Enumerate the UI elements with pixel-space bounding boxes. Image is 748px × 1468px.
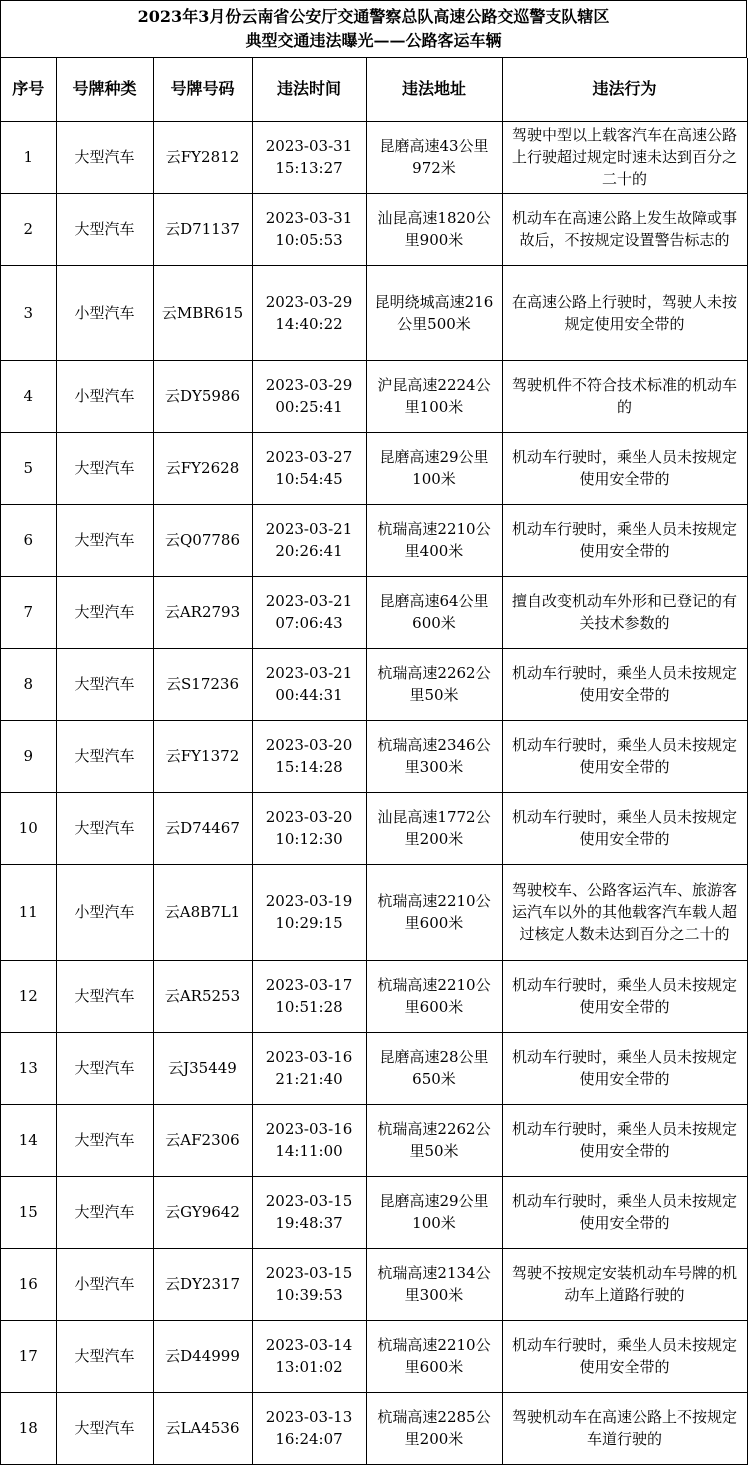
table-row <box>1 193 747 265</box>
violation-date: 2023-03-16 <box>265 1120 353 1138</box>
cell-violation-act: 驾驶机动车在高速公路上不按规定车道行驶的 <box>502 1392 747 1464</box>
violation-clock: 14:11:00 <box>275 1142 343 1160</box>
cell-violation-time <box>252 1104 366 1176</box>
table-header-row <box>1 58 747 121</box>
cell-violation-address: 杭瑞高速2285公里200米 <box>366 1392 502 1464</box>
header-index: 序号 <box>1 58 56 121</box>
cell-violation-address: 杭瑞高速2210公里600米 <box>366 864 502 960</box>
cell-plate-type: 大型汽车 <box>56 504 153 576</box>
violation-date: 2023-03-21 <box>265 664 353 682</box>
cell-plate-type: 大型汽车 <box>56 432 153 504</box>
table-row <box>1 1032 747 1104</box>
cell-plate-type: 小型汽车 <box>56 1248 153 1320</box>
cell-violation-act: 机动车行驶时，乘坐人员未按规定使用安全带的 <box>502 792 747 864</box>
violation-date: 2023-03-20 <box>265 736 353 754</box>
cell-plate-number: 云J35449 <box>153 1032 252 1104</box>
cell-violation-time <box>252 1176 366 1248</box>
cell-violation-address: 沪昆高速2224公里100米 <box>366 360 502 432</box>
cell-violation-act: 机动车行驶时，乘坐人员未按规定使用安全带的 <box>502 960 747 1032</box>
cell-violation-address: 昆磨高速28公里650米 <box>366 1032 502 1104</box>
violation-clock: 21:21:40 <box>275 1070 343 1088</box>
table-row <box>1 792 747 864</box>
cell-violation-act: 机动车行驶时，乘坐人员未按规定使用安全带的 <box>502 648 747 720</box>
cell-plate-type: 大型汽车 <box>56 1392 153 1464</box>
table-row <box>1 864 747 960</box>
violation-clock: 15:13:27 <box>275 159 343 177</box>
cell-plate-type: 大型汽车 <box>56 648 153 720</box>
cell-violation-act: 驾驶校车、公路客运汽车、旅游客运汽车以外的其他载客汽车载人超过核定人数未达到百分之二十的 <box>502 864 747 960</box>
table-row <box>1 1320 747 1392</box>
table-row <box>1 504 747 576</box>
cell-violation-time <box>252 576 366 648</box>
cell-plate-type: 小型汽车 <box>56 360 153 432</box>
cell-violation-time <box>252 265 366 360</box>
violation-clock: 14:40:22 <box>275 314 343 333</box>
cell-plate-number: 云FY1372 <box>153 720 252 792</box>
cell-index: 4 <box>1 360 56 432</box>
cell-violation-time <box>252 792 366 864</box>
cell-violation-time <box>252 720 366 792</box>
cell-index: 6 <box>1 504 56 576</box>
cell-violation-address: 杭瑞高速2210公里400米 <box>366 504 502 576</box>
cell-plate-type: 大型汽车 <box>56 1104 153 1176</box>
violation-clock: 19:48:37 <box>275 1214 343 1232</box>
cell-violation-address: 昆磨高速64公里600米 <box>366 576 502 648</box>
cell-plate-number: 云GY9642 <box>153 1176 252 1248</box>
cell-violation-time <box>252 1032 366 1104</box>
header-plate-number: 号牌号码 <box>153 58 252 121</box>
cell-violation-address: 汕昆高速1820公里900米 <box>366 193 502 265</box>
cell-violation-time <box>252 1392 366 1464</box>
table-row <box>1 432 747 504</box>
violation-date: 2023-03-29 <box>265 292 353 311</box>
cell-violation-time <box>252 864 366 960</box>
header-violation-act: 违法行为 <box>502 58 747 121</box>
cell-plate-number: 云S17236 <box>153 648 252 720</box>
cell-violation-address: 杭瑞高速2262公里50米 <box>366 648 502 720</box>
header-violation-address: 违法地址 <box>366 58 502 121</box>
violation-date: 2023-03-16 <box>265 1048 353 1066</box>
violation-clock: 16:24:07 <box>275 1430 343 1448</box>
cell-plate-number: 云AF2306 <box>153 1104 252 1176</box>
cell-violation-act: 机动车行驶时，乘坐人员未按规定使用安全带的 <box>502 720 747 792</box>
violation-date: 2023-03-31 <box>265 209 353 227</box>
violation-clock: 10:05:53 <box>275 231 343 249</box>
title-line-1: 2023年3月份云南省公安厅交通警察总队高速公路交巡警支队辖区 <box>137 7 610 26</box>
cell-violation-act: 机动车在高速公路上发生故障或事故后，不按规定设置警告标志的 <box>502 193 747 265</box>
cell-plate-type: 大型汽车 <box>56 960 153 1032</box>
violation-date: 2023-03-20 <box>265 808 353 826</box>
violation-date: 2023-03-21 <box>265 592 353 610</box>
violation-clock: 10:51:28 <box>275 998 343 1016</box>
cell-index: 18 <box>1 1392 56 1464</box>
violation-clock: 10:29:15 <box>275 914 343 932</box>
cell-plate-type: 大型汽车 <box>56 720 153 792</box>
cell-plate-number: 云A8B7L1 <box>153 864 252 960</box>
cell-violation-address: 杭瑞高速2346公里300米 <box>366 720 502 792</box>
title-line-2: 典型交通违法曝光——公路客运车辆 <box>245 31 502 50</box>
cell-plate-number: 云LA4536 <box>153 1392 252 1464</box>
cell-plate-number: 云D74467 <box>153 792 252 864</box>
cell-index: 15 <box>1 1176 56 1248</box>
header-plate-type: 号牌种类 <box>56 58 153 121</box>
cell-violation-time <box>252 960 366 1032</box>
header-violation-time: 违法时间 <box>252 58 366 121</box>
cell-violation-act: 机动车行驶时，乘坐人员未按规定使用安全带的 <box>502 1320 747 1392</box>
cell-violation-time <box>252 432 366 504</box>
violation-clock: 00:25:41 <box>275 398 343 416</box>
cell-violation-act: 机动车行驶时，乘坐人员未按规定使用安全带的 <box>502 1104 747 1176</box>
table-row <box>1 1176 747 1248</box>
cell-plate-type: 大型汽车 <box>56 193 153 265</box>
table-row <box>1 720 747 792</box>
violation-clock: 20:26:41 <box>275 542 343 560</box>
violation-date: 2023-03-29 <box>265 376 353 394</box>
cell-plate-number: 云D44999 <box>153 1320 252 1392</box>
cell-violation-act: 机动车行驶时，乘坐人员未按规定使用安全带的 <box>502 1032 747 1104</box>
violation-clock: 10:39:53 <box>275 1286 343 1304</box>
cell-plate-number: 云DY5986 <box>153 360 252 432</box>
violation-date: 2023-03-17 <box>265 976 353 994</box>
table-row <box>1 1392 747 1464</box>
violation-date: 2023-03-31 <box>265 137 353 155</box>
cell-violation-act: 在高速公路上行驶时，驾驶人未按规定使用安全带的 <box>502 265 747 360</box>
cell-plate-number: 云FY2812 <box>153 121 252 193</box>
violation-date: 2023-03-13 <box>265 1408 353 1426</box>
cell-violation-time <box>252 193 366 265</box>
cell-violation-time <box>252 1320 366 1392</box>
cell-index: 1 <box>1 121 56 193</box>
cell-violation-act: 擅自改变机动车外形和已登记的有关技术参数的 <box>502 576 747 648</box>
violation-table <box>1 58 748 1465</box>
table-row <box>1 265 747 360</box>
cell-violation-address: 昆磨高速43公里972米 <box>366 121 502 193</box>
violation-clock: 10:54:45 <box>275 470 343 488</box>
cell-index: 5 <box>1 432 56 504</box>
cell-plate-number: 云Q07786 <box>153 504 252 576</box>
table-row <box>1 1104 747 1176</box>
violation-clock: 13:01:02 <box>275 1358 343 1376</box>
cell-violation-address: 杭瑞高速2210公里600米 <box>366 1320 502 1392</box>
cell-plate-type: 大型汽车 <box>56 1032 153 1104</box>
violation-date: 2023-03-27 <box>265 448 353 466</box>
violation-date: 2023-03-21 <box>265 520 353 538</box>
cell-index: 17 <box>1 1320 56 1392</box>
cell-index: 2 <box>1 193 56 265</box>
cell-plate-type: 小型汽车 <box>56 265 153 360</box>
cell-plate-type: 大型汽车 <box>56 1176 153 1248</box>
cell-plate-type: 大型汽车 <box>56 1320 153 1392</box>
cell-index: 10 <box>1 792 56 864</box>
table-row <box>1 576 747 648</box>
cell-plate-type: 大型汽车 <box>56 576 153 648</box>
cell-index: 8 <box>1 648 56 720</box>
cell-index: 9 <box>1 720 56 792</box>
violation-date: 2023-03-15 <box>265 1264 353 1282</box>
cell-plate-type: 大型汽车 <box>56 792 153 864</box>
violation-clock: 15:14:28 <box>275 758 343 776</box>
cell-violation-act: 驾驶机件不符合技术标准的机动车的 <box>502 360 747 432</box>
violation-clock: 07:06:43 <box>275 614 343 632</box>
cell-plate-type: 大型汽车 <box>56 121 153 193</box>
cell-index: 13 <box>1 1032 56 1104</box>
cell-violation-time <box>252 121 366 193</box>
cell-plate-number: 云MBR615 <box>153 265 252 360</box>
violation-date: 2023-03-15 <box>265 1192 353 1210</box>
cell-plate-type: 小型汽车 <box>56 864 153 960</box>
cell-violation-address: 昆明绕城高速216公里500米 <box>366 265 502 360</box>
cell-index: 14 <box>1 1104 56 1176</box>
cell-violation-address: 杭瑞高速2134公里300米 <box>366 1248 502 1320</box>
cell-violation-act: 机动车行驶时，乘坐人员未按规定使用安全带的 <box>502 1176 747 1248</box>
cell-violation-address: 昆磨高速29公里100米 <box>366 432 502 504</box>
table-row <box>1 360 747 432</box>
cell-violation-act: 驾驶不按规定安装机动车号牌的机动车上道路行驶的 <box>502 1248 747 1320</box>
cell-plate-number: 云FY2628 <box>153 432 252 504</box>
cell-violation-act: 驾驶中型以上载客汽车在高速公路上行驶超过规定时速未达到百分之二十的 <box>502 121 747 193</box>
cell-violation-time <box>252 360 366 432</box>
violation-date: 2023-03-14 <box>265 1336 353 1354</box>
document-title <box>1 1 747 58</box>
cell-violation-address: 汕昆高速1772公里200米 <box>366 792 502 864</box>
cell-index: 16 <box>1 1248 56 1320</box>
table-row <box>1 121 747 193</box>
cell-violation-time <box>252 648 366 720</box>
cell-plate-number: 云D71137 <box>153 193 252 265</box>
cell-plate-number: 云AR2793 <box>153 576 252 648</box>
cell-violation-address: 昆磨高速29公里100米 <box>366 1176 502 1248</box>
table-row <box>1 960 747 1032</box>
cell-plate-number: 云DY2317 <box>153 1248 252 1320</box>
cell-violation-address: 杭瑞高速2262公里50米 <box>366 1104 502 1176</box>
cell-index: 3 <box>1 265 56 360</box>
cell-index: 7 <box>1 576 56 648</box>
cell-violation-time <box>252 504 366 576</box>
violation-date: 2023-03-19 <box>265 892 353 910</box>
cell-violation-address: 杭瑞高速2210公里600米 <box>366 960 502 1032</box>
cell-index: 12 <box>1 960 56 1032</box>
cell-violation-act: 机动车行驶时，乘坐人员未按规定使用安全带的 <box>502 432 747 504</box>
cell-violation-act: 机动车行驶时，乘坐人员未按规定使用安全带的 <box>502 504 747 576</box>
violation-clock: 10:12:30 <box>275 830 343 848</box>
violation-clock: 00:44:31 <box>275 686 343 704</box>
cell-index: 11 <box>1 864 56 960</box>
table-row <box>1 1248 747 1320</box>
cell-violation-time <box>252 1248 366 1320</box>
table-row <box>1 648 747 720</box>
cell-plate-number: 云AR5253 <box>153 960 252 1032</box>
table-body <box>1 121 747 1464</box>
